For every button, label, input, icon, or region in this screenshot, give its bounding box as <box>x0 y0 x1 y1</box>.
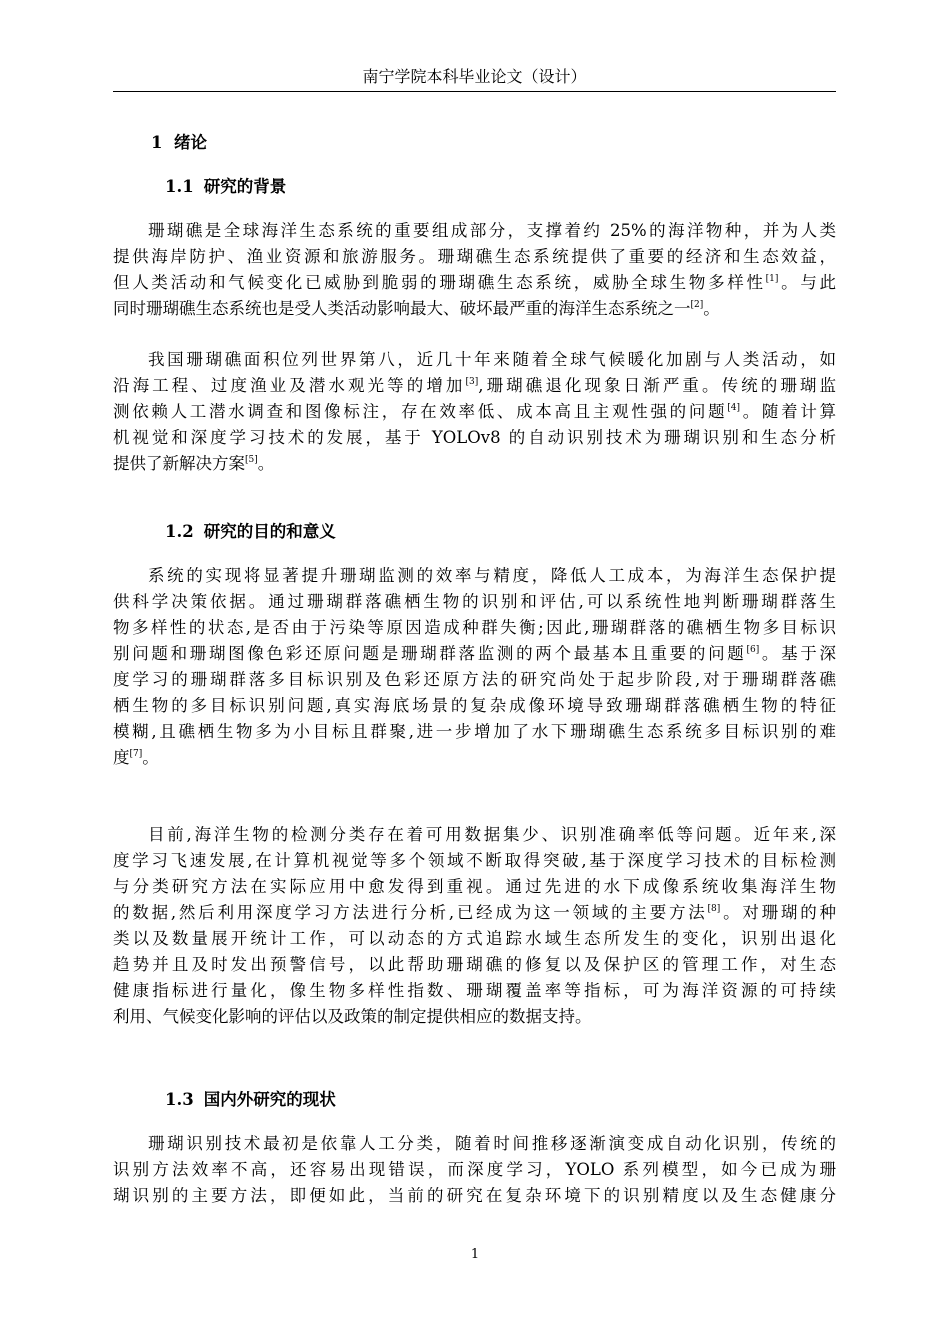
page-header: 南宁学院本科毕业论文（设计） <box>362 67 587 86</box>
text-line: 模糊,且礁栖生物多为小目标且群聚,进一步增加了水下珊瑚礁生态系统多目标识别的难 <box>113 722 836 741</box>
text-line: 与分类研究方法在实际应用中愈发得到重视。通过先进的水下成像系统收集海洋生物 <box>113 877 836 896</box>
text-line: 提供海岸防护、渔业资源和旅游服务。珊瑚礁生态系统提供了重要的经济和生态效益， <box>113 247 836 266</box>
text-line: 珊瑚礁是全球海洋生态系统的重要组成部分，支撑着约 25%的海洋物种，并为人类 <box>148 221 836 240</box>
text-line: 机视觉和深度学习技术的发展，基于 YOLOv8 的自动识别技术为珊瑚识别和生态分析 <box>113 428 836 447</box>
text-line: 目前,海洋生物的检测分类存在着可用数据集少、识别准确率低等问题。近年来,深 <box>148 825 836 844</box>
section-title: 研究的背景 <box>203 177 287 196</box>
text-line: 瑚识别的主要方法，即便如此，当前的研究在复杂环境下的识别精度以及生态健康分 <box>113 1186 836 1205</box>
text-line: 健康指标进行量化，像生物多样性指数、珊瑚覆盖率等指标，可为海洋资源的可持续 <box>113 981 836 1000</box>
section-heading-1-2 <box>165 520 336 544</box>
text-line: 物多样性的状态,是否由于污染等原因造成种群失衡;因此,珊瑚群落的礁栖生物多目标识 <box>113 618 836 637</box>
section-number: 1.2 <box>165 522 194 541</box>
text-line: 测依赖人工潜水调查和图像标注，存在效率低、成本高且主观性强的问题[4]。随着计算 <box>113 402 837 421</box>
citation: [7] <box>129 749 143 759</box>
citation: [5] <box>245 455 258 465</box>
text-line: 度学习的珊瑚群落多目标识别及色彩还原方法的研究尚处于起步阶段,对于珊瑚群落礁 <box>113 670 836 689</box>
header-rule <box>113 91 836 92</box>
text-line: 类以及数量展开统计工作，可以动态的方式追踪水域生态所发生的变化，识别出退化 <box>113 929 836 948</box>
text-line: 但人类活动和气候变化已威胁到脆弱的珊瑚礁生态系统，威胁全球生物多样性[1]。与此 <box>113 273 837 292</box>
chapter-number: 1 <box>151 133 163 152</box>
text-line: 度学习飞速发展,在计算机视觉等多个领域不断取得突破,基于深度学习技术的目标检测 <box>113 851 836 870</box>
text-line: 识别方法效率不高，还容易出现错误，而深度学习，YOLO 系列模型，如今已成为珊 <box>113 1160 836 1179</box>
citation: [6] <box>746 645 760 655</box>
text-line: 系统的实现将显著提升珊瑚监测的效率与精度，降低人工成本，为海洋生态保护提 <box>148 566 836 585</box>
text-line: 沿海工程、过度渔业及潜水观光等的增加[3],珊瑚礁退化现象日渐严重。传统的珊瑚监 <box>113 376 836 395</box>
section-number: 1.1 <box>165 177 194 196</box>
citation: [8] <box>707 904 721 914</box>
text-line: 提供了新解决方案[5]。 <box>113 454 275 473</box>
page-number: 1 <box>470 1247 480 1262</box>
chapter-heading <box>151 131 207 155</box>
text-line: 别问题和珊瑚图像色彩还原问题是珊瑚群落监测的两个最基本且重要的问题[6]。基于深 <box>113 644 837 663</box>
text-line: 度[7]。 <box>113 748 159 767</box>
text-line: 供科学决策依据。通过珊瑚群落礁栖生物的识别和评估,可以系统性地判断珊瑚群落生 <box>113 592 836 611</box>
text-line: 的数据,然后利用深度学习方法进行分析,已经成为这一领域的主要方法[8]。对珊瑚的种 <box>113 903 836 922</box>
section-title: 国内外研究的现状 <box>203 1090 336 1109</box>
citation: [3] <box>465 377 479 387</box>
section-number: 1.3 <box>165 1090 194 1109</box>
section-title: 研究的目的和意义 <box>203 522 336 541</box>
section-heading-1-1 <box>165 175 286 199</box>
text-line: 珊瑚识别技术最初是依靠人工分类，随着时间推移逐渐演变成自动化识别，传统的 <box>148 1134 836 1153</box>
section-heading-1-3 <box>165 1088 336 1112</box>
text-line: 栖生物的多目标识别问题,真实海底场景的复杂成像环境导致珊瑚群落礁栖生物的特征 <box>113 696 836 715</box>
citation: [2] <box>690 300 704 310</box>
text-line: 趋势并且及时发出预警信号，以此帮助珊瑚礁的修复以及保护区的管理工作，对生态 <box>113 955 836 974</box>
citation: [4] <box>727 403 741 413</box>
text-line: 利用、气候变化影响的评估以及政策的制定提供相应的数据支持。 <box>113 1007 592 1026</box>
text-line: 我国珊瑚礁面积位列世界第八，近几十年来随着全球气候暖化加剧与人类活动，如 <box>148 350 836 369</box>
citation: [1] <box>765 274 779 284</box>
chapter-title: 绪论 <box>173 133 207 152</box>
text-line: 同时珊瑚礁生态系统也是受人类活动影响最大、破坏最严重的海洋生态系统之一[2]。 <box>113 299 720 318</box>
